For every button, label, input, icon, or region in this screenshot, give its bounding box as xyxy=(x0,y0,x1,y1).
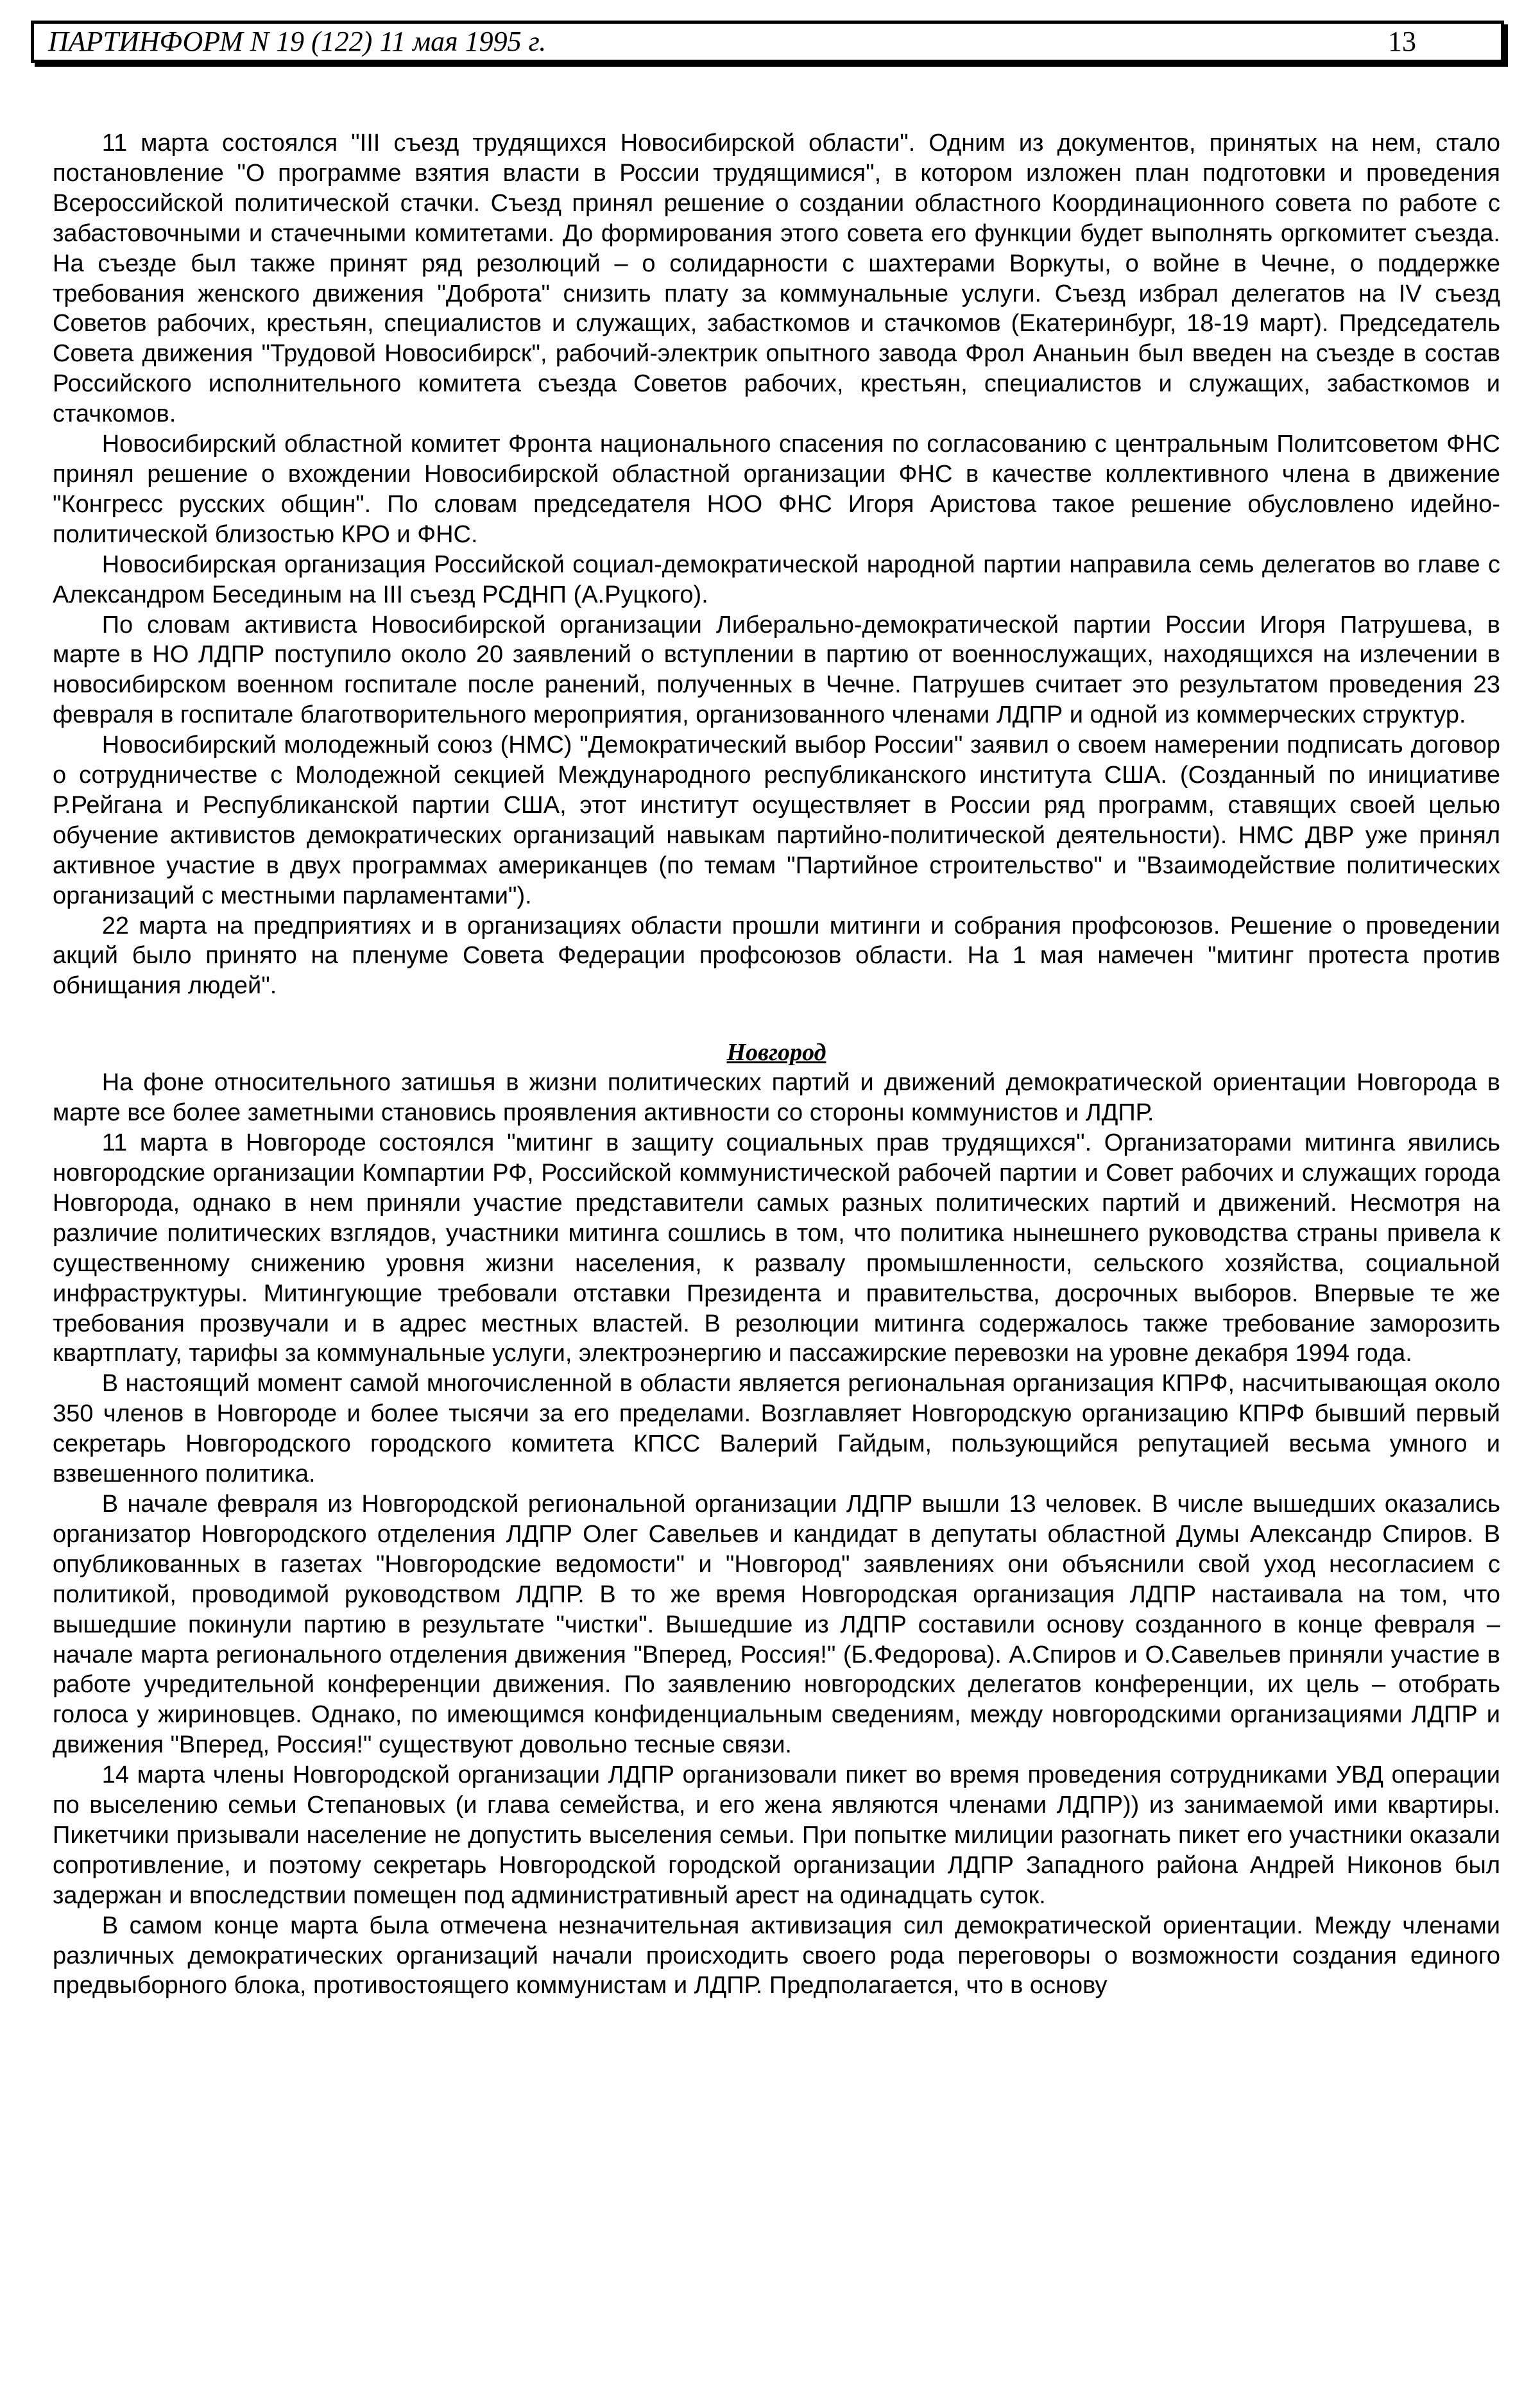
paragraph: 11 марта состоялся "III съезд трудящихся Новосибирской области". Одним из документов, принятых на нем, стало постановление "О программе взятия власти в России трудящимися", в котором изложен план подготовки и проведения Всероссийской политической стачки. Съезд принял решение о создании областного Координационного совета по работе с забастовочными и стачечными комитетами. До формирования этого совета его функции будет выполнять оргкомитет съезда. На съезде был также принят ряд резолюций – о солидарности с шахтерами Воркуты, о войне в Чечне, о поддержке требования женского движения "Доброта" снизить плату за коммунальные услуги. Съезд избрал делегатов на IV съезд Советов рабочих, крестьян, специалистов и служащих, забасткомов и стачкомов (Екатеринбург, 18-19 март). Председатель Совета движения "Трудовой Новосибирск", рабочий-электрик опытного завода Фрол Ананьин был введен на съезде в состав Российского исполнительного комитета съезда Советов рабочих, крестьян, специалистов и служащих, забасткомов и стачкомов. xyxy=(53,130,1500,428)
paragraph: Новосибирский областной комитет Фронта национального спасения по согласованию с центральным Политсоветом ФНС принял решение о вхождении Новосибирской областной организации ФНС в качестве коллективного члена в движение "Конгресс русских общин". По словам председателя НОО ФНС Игоря Аристова такое решение обусловлено идейно-политической близостью КРО и ФНС. xyxy=(53,431,1500,548)
section-heading: Новгород xyxy=(726,1039,826,1067)
paragraph: 22 марта на предприятиях и в организациях области прошли митинги и собрания профсоюзов. Решение о проведении акций было принято на пленуме Совета Федерации профсоюзов области. На 1 мая намечен "митинг протеста против обнищания людей". xyxy=(53,912,1500,1000)
paragraph: Новосибирский молодежный союз (НМС) "Демократический выбор России" заявил о своем намерении подписать договор о сотрудничестве с Молодежной секцией Международного республиканского института США. (Созданный по инициативе Р.Рейгана и Республиканской партии США, этот институт осуществляет в России ряд программ, ставящих своей целью обучение активистов демократических организаций навыкам партийно-политической деятельности). НМС ДВР уже принял активное участие в двух программах американцев (по темам "Партийное строительство" и "Взаимодействие политических организаций с местными парламентами"). xyxy=(53,732,1500,909)
paragraph: В самом конце марта была отмечена незначительная активизация сил демократической ориентации. Между членами различных демократических организаций начали происходить своего рода переговоры о возможности создания единого предвыборного блока, противостоящего коммунистам и ЛДПР. Предполагается, что в основу xyxy=(53,1912,1500,2000)
paragraph: 14 марта члены Новгородской организации ЛДПР организовали пикет во время проведения сотрудниками УВД операции по выселению семьи Степановых (и глава семейства, и его жена являются членами ЛДПР)) из занимаемой ими квартиры. Пикетчики призывали население не допустить выселения семьи. При попытке милиции разогнать пикет его участники оказали сопротивление, и поэтому секретарь Новгородской городской организации ЛДПР Западного района Андрей Никонов был задержан и впоследствии помещен под административный арест на одинадцать суток. xyxy=(53,1761,1500,1909)
page-number: 13 xyxy=(1388,26,1416,57)
paragraph: На фоне относительного затишья в жизни политических партий и движений демократической ориентации Новгорода в марте все более заметными становись проявления активности со стороны коммунистов и ЛДПР. xyxy=(53,1069,1500,1127)
article-body xyxy=(53,128,1500,2001)
paragraph: По словам активиста Новосибирской организации Либерально-демократической партии России Игоря Патрушева, в марте в НО ЛДПР поступило около 20 заявлений о вступлении в партию от военнослужащих, находящихся на излечении в новосибирском военном госпитале после ранений, полученных в Чечне. Патрушев считает это результатом проведения 23 февраля в госпитале благотворительного мероприятия, организованного членами ЛДПР и одной из коммерческих структур. xyxy=(53,611,1500,729)
paragraph: В начале февраля из Новгородской региональной организации ЛДПР вышли 13 человек. В числе вышедших оказались организатор Новгородского отделения ЛДПР Олег Савельев и кандидат в депутаты областной Думы Александр Спиров. В опубликованных в газетах "Новгородские ведомости" и "Новгород" заявлениях они объяснили свой уход несогласием с политикой, проводимой руководством ЛДПР. В то же время Новгородская организация ЛДПР настаивала на том, что вышедшие покинули партию в результате "чистки". Вышедшие из ЛДПР составили основу созданного в конце февраля – начале марта регионального отделения движения "Вперед, Россия!" (Б.Федорова). А.Спиров и О.Савельев приняли участие в работе учредительной конференции движения. По заявлению новгородских делегатов конференции, их цель – отобрать голоса у жириновцев. Однако, по имеющимся конфиденциальным сведениям, между новгородскими организациями ЛДПР и движения "Вперед, Россия!" существуют довольно тесные связи. xyxy=(53,1490,1500,1759)
paragraph: Новосибирская организация Российской социал-демократической народной партии направила семь делегатов во главе с Александром Бесединым на III съезд РСДНП (А.Руцкого). xyxy=(53,551,1500,608)
section-novosibirsk xyxy=(53,128,1500,1001)
paragraph: 11 марта в Новгороде состоялся "митинг в защиту социальных прав трудящихся". Организаторами митинга явились новгородские организации Компартии РФ, Российской коммунистической рабочей партии и Совет рабочих и служащих города Новгорода, однако в нем приняли участие представители самых разных политических партий и движений. Несмотря на различие политических взглядов, участники митинга сошлись в том, что политика нынешнего руководства страны привела к существенному снижению уровня жизни населения, к развалу промышленности, сельского хозяйства, социальной инфраструктуры. Митингующие требовали отставки Президента и правительства, досрочных выборов. Впервые те же требования прозвучали и в адрес местных властей. В резолюции митинга содержалось также требование заморозить квартплату, тарифы за коммунальные услуги, электроэнергию и пассажирские перевозки на уровне декабря 1994 года. xyxy=(53,1129,1500,1367)
publication-title: ПАРТИНФОРМ N 19 (122) 11 мая 1995 г. xyxy=(48,26,547,57)
page-header xyxy=(31,21,1504,63)
section-novgorod xyxy=(53,1001,1500,2001)
paragraph: В настоящий момент самой многочисленной в области является региональная организация КПРФ, насчитывающая около 350 членов в Новгороде и более тысячи за его пределами. Возглавляет Новгородскую организацию КПРФ бывший первый секретарь Новгородского городского комитета КПСС Валерий Гайдым, пользующийся репутацией весьма умного и взвешенного политика. xyxy=(53,1370,1500,1488)
